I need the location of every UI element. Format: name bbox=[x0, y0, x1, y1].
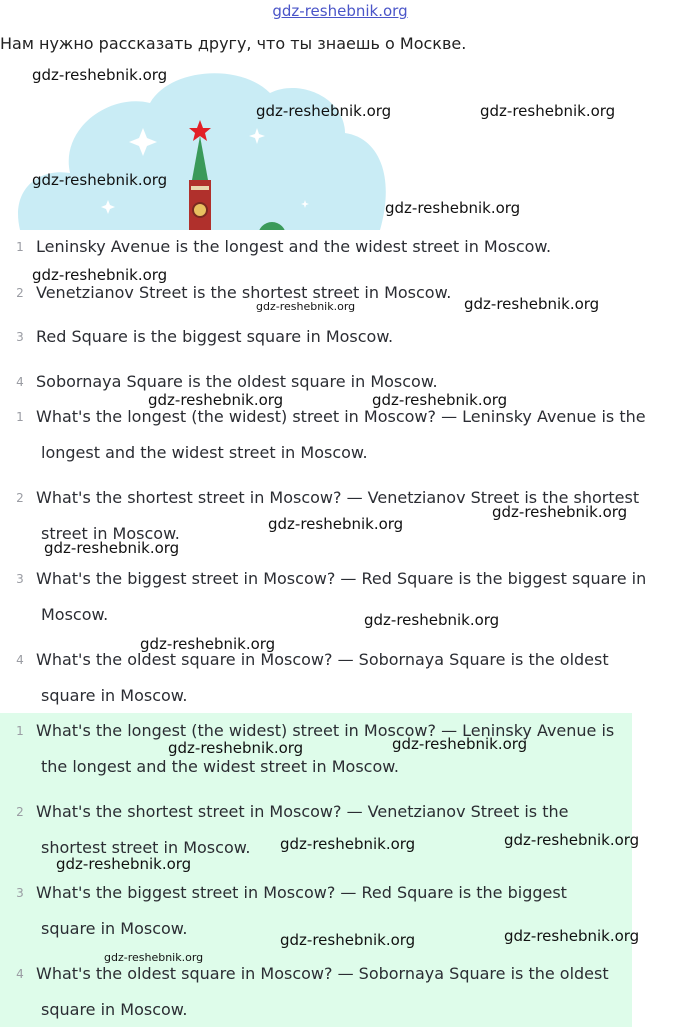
item-number: 2 bbox=[16, 805, 24, 819]
item-text-line1: What's the longest (the widest) street in Moscow? — Leninsky Avenue is the bbox=[36, 407, 646, 426]
intro-text: Нам нужно рассказать другу, что ты знаешь о Москве. bbox=[0, 34, 467, 53]
watermark: gdz-reshebnik.org bbox=[504, 927, 640, 945]
item-text-line2: square in Moscow. bbox=[41, 1000, 188, 1019]
item-text-line1: What's the shortest street in Moscow? — Venetzianov Street is the shortest bbox=[36, 488, 640, 507]
item-text-line2: Moscow. bbox=[41, 605, 109, 624]
watermark: gdz-reshebnik.org bbox=[148, 391, 284, 409]
item-text: Sobornaya Square is the oldest square in Moscow. bbox=[36, 372, 438, 391]
item-text-line2: shortest street in Moscow. bbox=[41, 838, 251, 857]
site-header-link[interactable]: gdz-reshebnik.org bbox=[272, 2, 408, 20]
watermark: gdz-reshebnik.org bbox=[492, 503, 628, 521]
item-text-line1: What's the shortest street in Moscow? — Venetzianov Street is the bbox=[36, 802, 569, 821]
watermark: gdz-reshebnik.org bbox=[480, 102, 616, 120]
item-number: 4 bbox=[16, 967, 24, 981]
item-number: 2 bbox=[16, 286, 24, 300]
watermark: gdz-reshebnik.org bbox=[140, 635, 276, 653]
watermark: gdz-reshebnik.org bbox=[372, 391, 508, 409]
watermark: gdz-reshebnik.org bbox=[504, 831, 640, 849]
item-number: 3 bbox=[16, 886, 24, 900]
item-number: 4 bbox=[16, 375, 24, 389]
item-text: Venetzianov Street is the shortest street in Moscow. bbox=[36, 283, 452, 302]
item-text-line1: What's the biggest street in Moscow? — Red Square is the biggest bbox=[36, 883, 567, 902]
watermark: gdz-reshebnik.org bbox=[32, 266, 168, 284]
item-number: 1 bbox=[16, 410, 24, 424]
item-text-line1: What's the biggest street in Moscow? — Red Square is the biggest square in bbox=[36, 569, 647, 588]
watermark: gdz-reshebnik.org bbox=[464, 295, 600, 313]
watermark: gdz-reshebnik.org bbox=[56, 855, 192, 873]
item-text-line2: street in Moscow. bbox=[41, 524, 180, 543]
item-text-line1: What's the oldest square in Moscow? — Sobornaya Square is the oldest bbox=[36, 650, 609, 669]
item-text-line1: What's the longest (the widest) street in Moscow? — Leninsky Avenue is bbox=[36, 721, 615, 740]
item-text-line2: the longest and the widest street in Moscow. bbox=[41, 757, 399, 776]
item-number: 1 bbox=[16, 240, 24, 254]
item-text-line2: square in Moscow. bbox=[41, 686, 188, 705]
watermark: gdz-reshebnik.org bbox=[280, 931, 416, 949]
watermark: gdz-reshebnik.org bbox=[385, 199, 521, 217]
clock-icon bbox=[193, 203, 207, 217]
item-number: 3 bbox=[16, 330, 24, 344]
watermark: gdz-reshebnik.org bbox=[32, 66, 168, 84]
watermark: gdz-reshebnik.org bbox=[268, 515, 404, 533]
watermark: gdz-reshebnik.org bbox=[168, 739, 304, 757]
watermark: gdz-reshebnik.org bbox=[256, 102, 392, 120]
watermark: gdz-reshebnik.org bbox=[104, 951, 204, 964]
item-number: 1 bbox=[16, 724, 24, 738]
watermark: gdz-reshebnik.org bbox=[32, 171, 168, 189]
item-text-line2: longest and the widest street in Moscow. bbox=[41, 443, 368, 462]
item-number: 3 bbox=[16, 572, 24, 586]
item-text-line1: What's the oldest square in Moscow? — Sobornaya Square is the oldest bbox=[36, 964, 609, 983]
watermark: gdz-reshebnik.org bbox=[364, 611, 500, 629]
item-text: Red Square is the biggest square in Moscow. bbox=[36, 327, 394, 346]
watermark: gdz-reshebnik.org bbox=[256, 300, 356, 313]
watermark: gdz-reshebnik.org bbox=[44, 539, 180, 557]
watermark: gdz-reshebnik.org bbox=[280, 835, 416, 853]
item-number: 2 bbox=[16, 491, 24, 505]
item-text: Leninsky Avenue is the longest and the widest street in Moscow. bbox=[36, 237, 552, 256]
item-text-line2: square in Moscow. bbox=[41, 919, 188, 938]
watermark: gdz-reshebnik.org bbox=[392, 735, 528, 753]
item-number: 4 bbox=[16, 653, 24, 667]
